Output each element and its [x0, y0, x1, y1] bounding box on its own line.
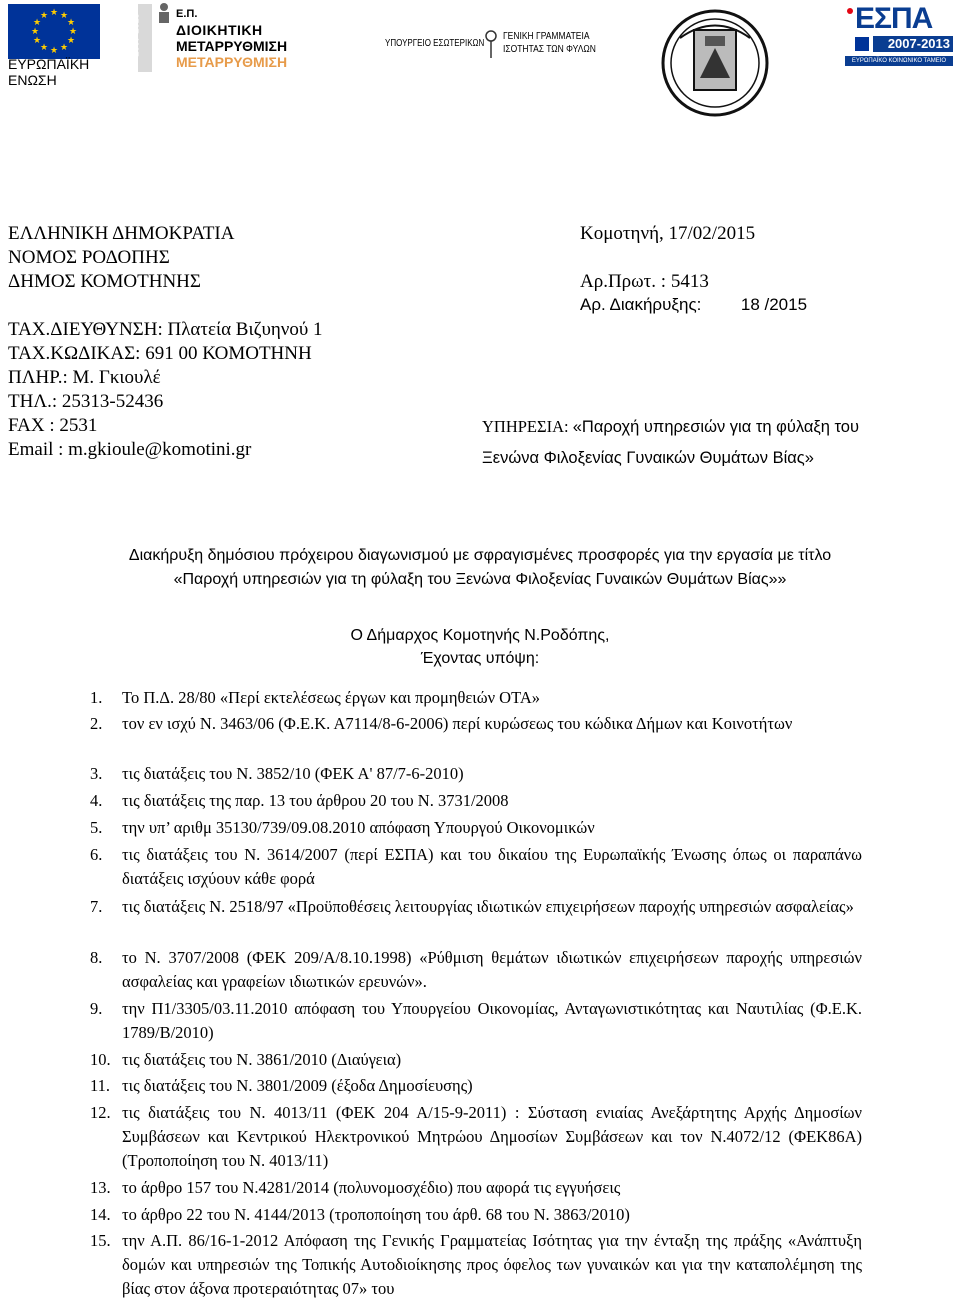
ep-years: 2007-2013: [130, 13, 141, 57]
list-item-number: 2.: [90, 714, 103, 733]
svg-text:★: ★: [59, 11, 69, 21]
sender-prefecture: ΝΟΜΟΣ ΡΟΔΟΠΗΣ: [8, 247, 170, 268]
secretariat-name: [503, 30, 596, 56]
list-item-text: τον εν ισχύ Ν. 3463/06 (Φ.Ε.Κ. Α7114/8-6-2006) περί κυρώσεως του κώδικα Δήμων και Κοινοτήτων: [122, 714, 793, 733]
list-item-text: το άρθρο 22 του Ν. 4144/2013 (τροποποίηση του άρθ. 68 του Ν. 3863/2010): [122, 1205, 630, 1224]
proclamation-title: [0, 544, 960, 592]
protocol-number: Αρ.Πρωτ. : 5413: [580, 271, 709, 292]
secretariat-line1: ΓΕΝΙΚΗ ΓΡΑΜΜΑΤΕΙΑ: [503, 31, 590, 42]
svg-text:★: ★: [49, 46, 59, 56]
svg-text:★: ★: [59, 43, 69, 53]
list-item-text: τις διατάξεις του Ν. 3801/2009 (έξοδα Δημοσίευσης): [122, 1076, 473, 1095]
service-line1: [482, 416, 859, 438]
espa-title: ΕΣΠΑ: [855, 2, 933, 35]
ep-line1: ΔΙΟΙΚΗΤΙΚΗ: [176, 22, 263, 38]
proclamation-label: Αρ. Διακήρυξης:: [580, 295, 702, 314]
sender-email: Email : m.gkioule@komotini.gr: [8, 439, 252, 460]
sender-contact-person: ΠΛΗΡ.: Μ. Γκιουλέ: [8, 367, 161, 388]
list-item-number: 4.: [90, 791, 103, 810]
sender-country: ΕΛΛΗΝΙΚΗ ΔΗΜΟΚΡΑΤΙΑ: [8, 223, 235, 244]
sender-phone: ΤΗΛ.: 25313-52436: [8, 391, 164, 412]
list-item-number: 5.: [90, 818, 103, 837]
list-item-text: τις διατάξεις Ν. 2518/97 «Προϋποθέσεις λειτουργίας ιδιωτικών επιχειρήσεων παροχής υπηρεσιών ασφαλείας»: [122, 897, 854, 916]
list-item-text: την Α.Π. 86/16-1-2012 Απόφαση της Γενικής Γραμματείας Ισότητας για την ένταξη της πράξης «Ανάπτυξη δομών και υπηρεσιών της Τοπικής Αυτοδιοίκησης προς όφελος των γυναικών και για την καταπολέμηση της βίας στον άξονα προτεραιότητας 07» του: [122, 1231, 862, 1298]
place-date: Κομοτηνή, 17/02/2015: [580, 223, 756, 244]
list-item-number: 10.: [90, 1050, 111, 1069]
list-item-number: 1.: [90, 688, 103, 707]
eu-stars-icon: [8, 4, 100, 59]
list-item-text: τις διατάξεις του Ν. 3861/2010 (Διαύγεια): [122, 1050, 402, 1069]
eu-flag-logo: [8, 4, 100, 59]
svg-text:★: ★: [32, 36, 42, 46]
list-item-text: το Ν. 3707/2008 (ΦΕΚ 209/Α/8.10.1998) «Ρύθμιση θεμάτων ιδιωτικών επιχειρήσεων παροχής υπηρεσιών ασφαλείας και γραφείων ιδιωτικών ερευνών».: [122, 948, 862, 991]
list-item-number: 9.: [90, 999, 103, 1018]
list-item-text: Το Π.Δ. 28/80 «Περί εκτελέσεως έργων και προμηθειών ΟΤΑ»: [122, 688, 541, 707]
list-item-text: τις διατάξεις της παρ. 13 του άρθρου 20 του Ν. 3731/2008: [122, 791, 509, 810]
espa-graphic: [845, 2, 953, 54]
list-item-number: 14.: [90, 1205, 111, 1224]
list-item-text: την Π1/3305/03.11.2010 απόφαση του Υπουργείου Οικονομίας, Ανταγωνιστικότητας και Ναυτιλίας (Φ.Ε.Κ. 1789/Β/2010): [122, 999, 862, 1042]
ep-side-bar: [130, 4, 152, 72]
sender-fax: FAX : 2531: [8, 415, 98, 436]
proclamation-number: [580, 294, 807, 316]
eu-label-line2: ΕΝΩΣΗ: [8, 72, 57, 88]
list-item-number: 6.: [90, 845, 103, 864]
svg-text:★: ★: [66, 18, 76, 28]
list-item-number: 8.: [90, 948, 103, 967]
mayor-line2: Έχοντας υπόψη:: [420, 650, 540, 667]
list-item-text: τις διατάξεις του Ν. 3614/2007 (περί ΕΣΠΑ) και του δικαίου της Ευρωπαϊκής Ένωσης όπως οι παραπάνω διατάξεις ισχύουν κάθε φορά: [122, 845, 862, 888]
svg-text:★: ★: [49, 8, 59, 18]
svg-text:★: ★: [39, 11, 49, 21]
svg-text:★: ★: [30, 27, 40, 37]
crest-icon: [660, 8, 770, 118]
list-item-text: τις διατάξεις του Ν. 3852/10 (ΦΕΚ Α' 87/7-6-2010): [122, 764, 464, 783]
person-icon: [154, 2, 174, 24]
sender-address: ΤΑΧ.ΔΙΕΥΘΥΝΣΗ: Πλατεία Βιζυηνού 1: [8, 319, 323, 340]
municipality-crest-logo: [660, 8, 770, 118]
espa-logo: [845, 2, 953, 64]
sender-block: [8, 222, 323, 462]
espa-years: 2007-2013: [873, 36, 953, 52]
mayor-block: [0, 624, 960, 670]
ep-prefix: Ε.Π.: [176, 8, 198, 20]
ep-administrative-reform-logo: [130, 2, 293, 74]
list-item-number: 3.: [90, 764, 103, 783]
svg-text:★: ★: [66, 36, 76, 46]
sender-municipality: ΔΗΜΟΣ ΚΟΜΟΤΗΝΗΣ: [8, 271, 201, 292]
ministry-logos: [385, 28, 625, 60]
title-line2: «Παροχή υπηρεσιών για τη φύλαξη του Ξενώνα Φιλοξενίας Γυναικών Θυμάτων Βίας»»: [173, 571, 787, 588]
list-item-number: 11.: [90, 1076, 111, 1095]
eu-label: [8, 56, 89, 88]
eu-label-line1: ΕΥΡΩΠΑΪΚΗ: [8, 56, 90, 72]
sender-postcode: ΤΑΧ.ΚΩΔΙΚΑΣ: 691 00 ΚΟΜΟΤΗΝΗ: [8, 343, 312, 364]
service-line2: Ξενώνα Φιλοξενίας Γυναικών Θυμάτων Βίας»: [482, 449, 814, 467]
ep-line2: ΜΕΤΑΡΡΥΘΜΙΣΗ: [176, 38, 288, 54]
list-item-number: 15.: [90, 1231, 111, 1250]
proclamation-value: 18 /2015: [740, 295, 808, 314]
ep-line3: ΜΕΤΑΡΡΥΘΜΙΣΗ: [176, 54, 288, 70]
mayor-line1: Ο Δήμαρχος Κομοτηνής Ν.Ροδόπης,: [350, 627, 610, 644]
espa-fund: ΕΥΡΩΠΑΪΚΟ ΚΟΙΝΩΝΙΚΟ ΤΑΜΕΙΟ: [845, 56, 953, 66]
svg-text:★: ★: [39, 43, 49, 53]
list-item-number: 12.: [90, 1103, 111, 1122]
list-item-text: τις διατάξεις του Ν. 4013/11 (ΦΕΚ 204 Α/15-9-2011) : Σύσταση ενιαίας Ανεξάρτητης Αρχής Δημοσίων Συμβάσεων και Κεντρικού Ηλεκτρονικού Μητρώου Δημοσίων Συμβάσεων και τον Ν.4072/12 (ΦΕΚ86Α) (Τροποποίηση του Ν. 4013/11): [122, 1103, 862, 1170]
ministry-name: ΥΠΟΥΡΓΕΙΟ ΕΣΩΤΕΡΙΚΩΝ: [385, 38, 485, 49]
service-text: «Παροχή υπηρεσιών για τη φύλαξη του: [572, 418, 860, 436]
service-label: ΥΠΗΡΕΣΙΑ:: [482, 417, 569, 436]
espa-dot-icon: [847, 8, 853, 14]
mini-eu-flag-icon: [855, 37, 869, 51]
list-item-text: την υπ’ αριθμ 35130/739/09.08.2010 απόφαση Υπουργού Οικονομικών: [122, 818, 595, 837]
title-line1: Διακήρυξη δημόσιου πρόχειρου διαγωνισμού με σφραγισμένες προσφορές για την εργασία με τίτλο: [128, 547, 832, 564]
list-item-number: 13.: [90, 1178, 111, 1197]
gender-equality-symbol-icon: [485, 28, 497, 60]
list-item-number: 7.: [90, 897, 103, 916]
list-item-text: το άρθρο 157 του Ν.4281/2014 (πολυνομοσχέδιο) που αφορά τις εγγυήσεις: [122, 1178, 621, 1197]
secretariat-line2: ΙΣΟΤΗΤΑΣ ΤΩΝ ΦΥΛΩΝ: [503, 44, 596, 55]
svg-text:★: ★: [32, 18, 42, 28]
svg-text:★: ★: [68, 27, 78, 37]
